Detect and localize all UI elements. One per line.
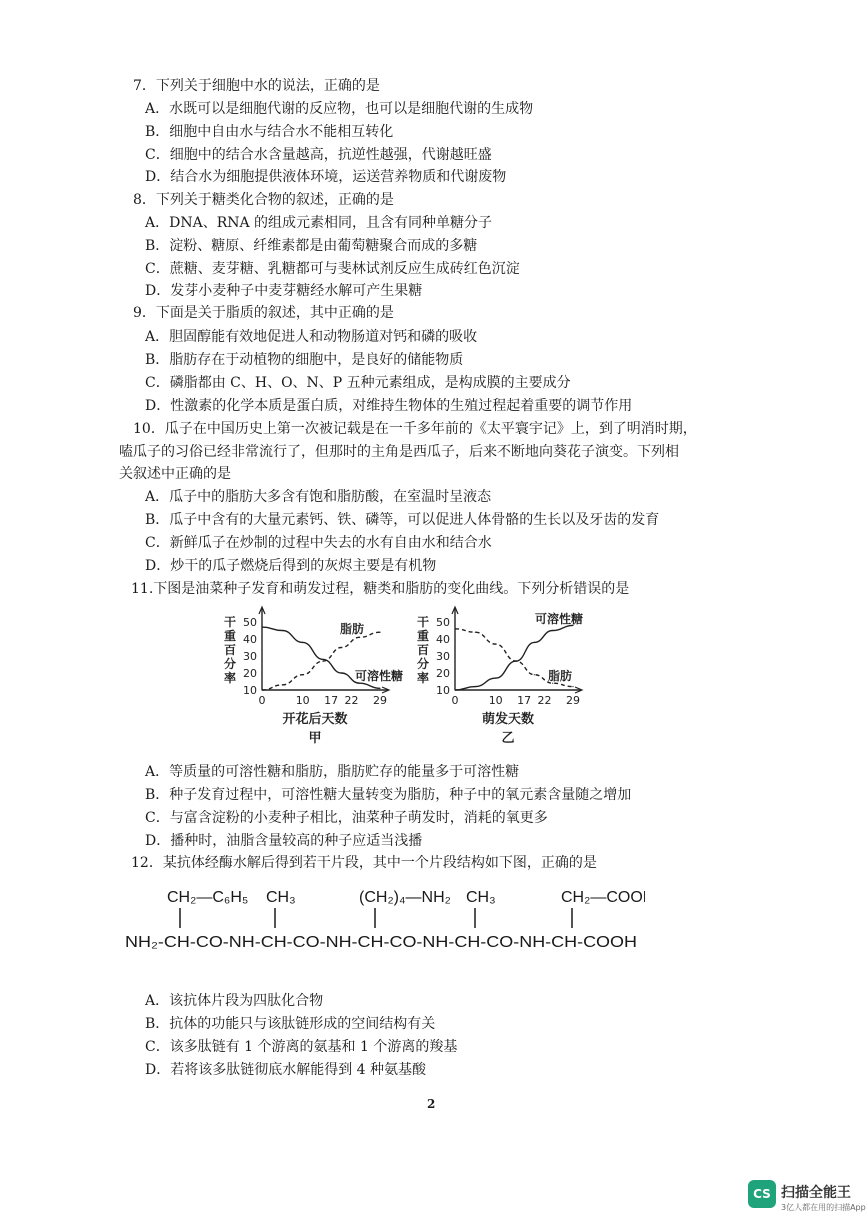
chart-0-x-tick-29: 29 bbox=[373, 694, 387, 707]
chart-0-series-0-point-1 bbox=[282, 684, 283, 685]
peptide-structure-svg bbox=[125, 880, 645, 960]
chart-1-ylabel-char-1: 重 bbox=[416, 629, 430, 643]
question-8-stem: 8．下列关于糖类化合物的叙述，正确的是 bbox=[133, 192, 394, 208]
chart-1-series-0-point-5 bbox=[552, 630, 553, 631]
question-7-option-d: D．结合水为细胞提供液体环境，运送营养物质和代谢废物 bbox=[145, 169, 507, 185]
chart-0-y-tick-40: 40 bbox=[243, 633, 257, 646]
chart-0-y-tick-30: 30 bbox=[243, 650, 257, 663]
question-9-option-b: B．脂肪存在于动植物的细胞中，是良好的储能物质 bbox=[145, 352, 464, 368]
chart-0-series-1-point-3 bbox=[322, 659, 323, 660]
chart-0-series-0-point-5 bbox=[359, 637, 360, 638]
q11-chart-svg bbox=[215, 603, 595, 753]
chart-1-series-0-point-0 bbox=[454, 689, 455, 690]
chart-1-series-1-point-0 bbox=[454, 628, 455, 629]
chart-0-series-1-label: 可溶性糖 bbox=[355, 669, 404, 683]
question-9-option-d: D．性激素的化学本质是蛋白质，对维持生物体的生殖过程起着重要的调节作用 bbox=[145, 398, 633, 414]
chart-1-series-1-point-6 bbox=[572, 686, 573, 687]
scanner-app-name: 扫描全能王 bbox=[781, 1185, 851, 1201]
question-7-option-a: A．水既可以是细胞代谢的反应物，也可以是细胞代谢的生成物 bbox=[145, 101, 534, 117]
chart-1-series-1-label: 脂肪 bbox=[548, 669, 573, 683]
chart-1-series-0-label: 可溶性糖 bbox=[535, 612, 584, 626]
chart-0-series-1-point-4 bbox=[341, 672, 342, 673]
chart-1-title: 乙 bbox=[501, 731, 515, 746]
question-11-option-a: A．等质量的可溶性糖和脂肪，脂肪贮存的能量多于可溶性糖 bbox=[145, 764, 520, 780]
chart-1-series-1-point-3 bbox=[515, 661, 516, 662]
scanner-tagline: 3亿人都在用的扫描App bbox=[781, 1203, 866, 1212]
chart-0-series-0-point-6 bbox=[379, 632, 380, 633]
question-9-option-a: A．胆固醇能有效地促进人和动物肠道对钙和磷的吸收 bbox=[145, 329, 478, 345]
chart-1-x-tick-10: 10 bbox=[488, 694, 503, 707]
question-10-option-b: B．瓜子中含有的大量元素钙、铁、磷等，可以促进人体骨骼的生长以及牙齿的发育 bbox=[145, 512, 660, 528]
chart-0-series-0-point-0 bbox=[261, 689, 262, 690]
chart-0-xlabel: 开花后天数 bbox=[282, 712, 348, 727]
question-10-stem-line-3: 关叙述中正确的是 bbox=[119, 466, 231, 482]
chart-0-ylabel-char-1: 重 bbox=[223, 629, 237, 643]
chart-0-title: 甲 bbox=[308, 731, 322, 746]
question-8-option-d: D．发芽小麦种子中麦芽糖经水解可产生果糖 bbox=[145, 283, 423, 299]
side-chain-4: CH₃ bbox=[466, 889, 496, 906]
chart-1-x-tick-17: 17 bbox=[517, 694, 532, 707]
scanner-logo-icon: CS bbox=[748, 1180, 776, 1208]
chart-1-xlabel: 萌发天数 bbox=[481, 712, 535, 727]
peptide-backbone: NH₂-CH-CO-NH-CH-CO-NH-CH-CO-NH-CH-CO-NH-CH-COOH bbox=[125, 934, 637, 951]
chart-0-ylabel-char-2: 百 bbox=[223, 643, 237, 657]
chart-0-series-1-point-1 bbox=[282, 630, 283, 631]
side-chain-3: (CH₂)₄—NH₂ bbox=[359, 889, 451, 906]
chart-1-series-0-point-1 bbox=[475, 686, 476, 687]
scanner-watermark bbox=[748, 1180, 866, 1220]
question-12-stem: 12．某抗体经酶水解后得到若干片段，其中一个片段结构如下图，正确的是 bbox=[131, 855, 597, 871]
chart-1-ylabel-char-4: 率 bbox=[416, 671, 430, 685]
chart-0-y-tick-10: 10 bbox=[243, 684, 257, 697]
chart-1-y-tick-10: 10 bbox=[436, 684, 450, 697]
side-chain-2: CH₃ bbox=[266, 889, 296, 906]
chart-0-ylabel-char-0: 干 bbox=[223, 615, 237, 629]
question-8-option-a: A．DNA、RNA 的组成元素相同，且含有同种单糖分子 bbox=[145, 215, 493, 231]
question-9-option-c: C．磷脂都由 C、H、O、N、P 五种元素组成，是构成膜的主要成分 bbox=[145, 375, 571, 391]
q11-charts bbox=[215, 603, 595, 753]
chart-1-ylabel-char-2: 百 bbox=[416, 643, 430, 657]
question-11-option-b: B．种子发育过程中，可溶性糖大量转变为脂肪，种子中的氧元素含量随之增加 bbox=[145, 787, 632, 803]
chart-0-series-1-point-2 bbox=[302, 642, 303, 643]
side-chain-5: CH₂—COOH bbox=[561, 889, 645, 906]
question-7-option-c: C．细胞中的结合水含量越高，抗逆性越强，代谢越旺盛 bbox=[145, 147, 492, 163]
question-7-option-b: B．细胞中自由水与结合水不能相互转化 bbox=[145, 124, 394, 140]
question-10-option-c: C．新鲜瓜子在炒制的过程中失去的水有自由水和结合水 bbox=[145, 535, 492, 551]
side-chain-1: CH₂—C₆H₅ bbox=[167, 889, 249, 906]
chart-1-series-0-point-2 bbox=[495, 678, 496, 679]
peptide-structure bbox=[125, 880, 645, 960]
chart-0-x-tick-17: 17 bbox=[324, 694, 339, 707]
chart-1-series-0-point-4 bbox=[534, 642, 535, 643]
chart-0-series-0-point-3 bbox=[322, 661, 323, 662]
chart-0-x-tick-10: 10 bbox=[295, 694, 310, 707]
question-11-option-d: D．播种时，油脂含量较高的种子应适当浅播 bbox=[145, 833, 423, 849]
question-12-option-b: B．抗体的功能只与该肽链形成的空间结构有关 bbox=[145, 1016, 436, 1032]
chart-0-series-0-point-2 bbox=[302, 674, 303, 675]
question-10-option-d: D．炒干的瓜子燃烧后得到的灰烬主要是有机物 bbox=[145, 558, 437, 574]
chart-1-series-1-point-4 bbox=[534, 674, 535, 675]
chart-1-series-1-point-2 bbox=[495, 644, 496, 645]
chart-1-x-tick-0: 0 bbox=[451, 694, 459, 707]
question-12-option-c: C．该多肽链有 1 个游离的氨基和 1 个游离的羧基 bbox=[145, 1039, 458, 1055]
question-7-stem: 7．下列关于细胞中水的说法，正确的是 bbox=[133, 78, 380, 94]
chart-0-y-tick-50: 50 bbox=[243, 616, 257, 629]
question-12-option-d: D．若将该多肽链彻底水解能得到 4 种氨基酸 bbox=[145, 1062, 427, 1078]
chart-0-series-1-point-6 bbox=[379, 688, 380, 689]
chart-1-series-1-point-1 bbox=[475, 632, 476, 633]
chart-0-series-1-point-0 bbox=[261, 627, 262, 628]
chart-1-ylabel-char-3: 分 bbox=[416, 657, 430, 671]
page-number: 2 bbox=[427, 1097, 436, 1111]
question-8-option-b: B．淀粉、糖原、纤维素都是由葡萄糖聚合而成的多糖 bbox=[145, 238, 478, 254]
question-11-option-c: C．与富含淀粉的小麦种子相比，油菜种子萌发时，消耗的氧更多 bbox=[145, 810, 548, 826]
question-10-option-a: A．瓜子中的脂肪大多含有饱和脂肪酸，在室温时呈液态 bbox=[145, 489, 492, 505]
chart-1-ylabel-char-0: 干 bbox=[416, 615, 430, 629]
chart-0-ylabel-char-4: 率 bbox=[223, 671, 237, 685]
question-9-stem: 9．下面是关于脂质的叙述，其中正确的是 bbox=[133, 305, 394, 321]
chart-1-x-tick-29: 29 bbox=[566, 694, 580, 707]
question-8-option-c: C．蔗糖、麦芽糖、乳糖都可与斐林试剂反应生成砖红色沉淀 bbox=[145, 261, 520, 277]
chart-1-y-tick-20: 20 bbox=[436, 667, 450, 680]
chart-0-x-tick-0: 0 bbox=[258, 694, 266, 707]
chart-1-y-tick-30: 30 bbox=[436, 650, 450, 663]
chart-0-series-0-label: 脂肪 bbox=[340, 622, 365, 636]
question-10-stem-line-2: 嗑瓜子的习俗已经非常流行了，但那时的主角是西瓜子，后来不断地向葵花子演变。下列相 bbox=[119, 444, 679, 460]
question-12-option-a: A．该抗体片段为四肽化合物 bbox=[145, 993, 324, 1009]
chart-1-x-tick-22: 22 bbox=[537, 694, 552, 707]
chart-0-ylabel-char-3: 分 bbox=[223, 657, 237, 671]
question-11-stem: 11.下图是油菜种子发育和萌发过程，糖类和脂肪的变化曲线。下列分析错误的是 bbox=[131, 581, 630, 597]
chart-1-y-tick-50: 50 bbox=[436, 616, 450, 629]
chart-0-series-0-point-4 bbox=[341, 647, 342, 648]
chart-0-y-tick-20: 20 bbox=[243, 667, 257, 680]
chart-1-y-tick-40: 40 bbox=[436, 633, 450, 646]
question-10-stem-line-1: 10．瓜子在中国历史上第一次被记载是在一千多年前的《太平寰宇记》上，到了明消时期， bbox=[133, 421, 697, 437]
chart-0-x-tick-22: 22 bbox=[344, 694, 359, 707]
